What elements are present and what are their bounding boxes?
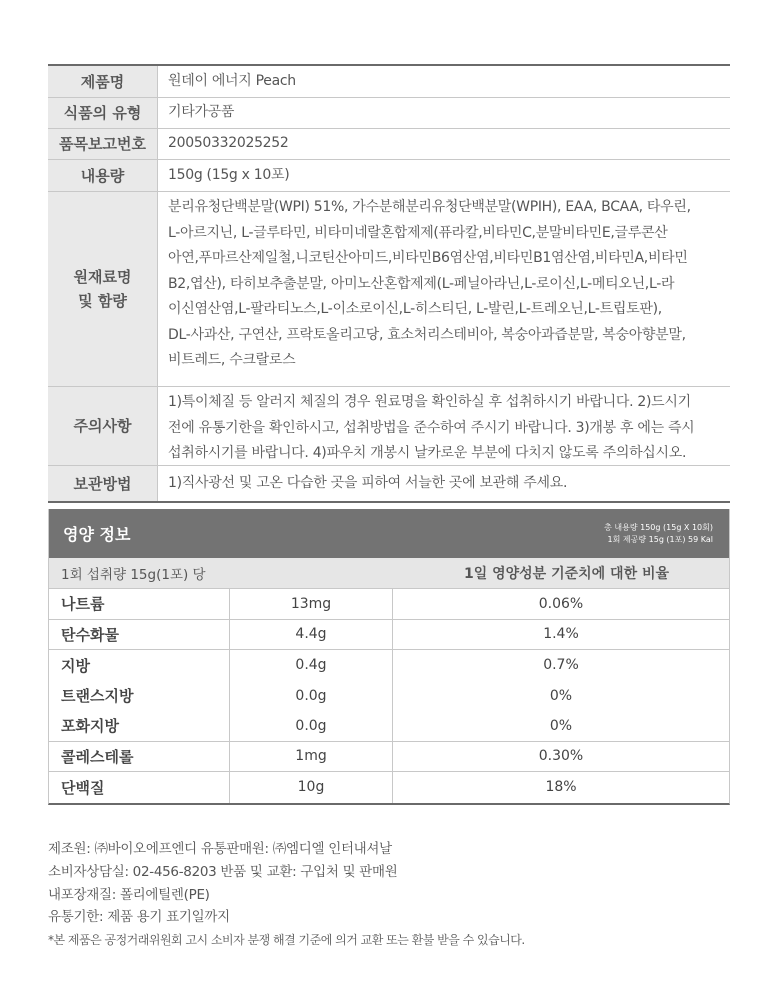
customer-service-text: 소비자상담실: 02-456-8203 반품 및 교환: 구입처 및 판매원 xyxy=(48,863,398,880)
ingredient-line: L-아르지닌, L-글루타민, 비타미네랄혼합제제(퓨라칼,비타민C,분말비타민E,글루콘산 xyxy=(168,224,668,241)
info-row-storage xyxy=(48,466,730,501)
nutrient-percent: 0% xyxy=(549,717,573,734)
info-value: 기타가공품 xyxy=(168,104,235,121)
info-label-line: 원재료명 xyxy=(73,268,132,286)
nutrient-amount: 0.4g xyxy=(230,650,393,681)
info-row-net-content xyxy=(48,160,730,192)
caution-line: 전에 유통기한을 확인하시고, 섭취방법을 준수하여 주시기 바랍니다. 3)개봉 후 에는 즉시 xyxy=(168,419,695,436)
nutrient-amount: 4.4g xyxy=(230,620,393,650)
info-value: 150g (15g x 10포) xyxy=(168,166,290,183)
info-value: 원데이 에너지 Peach xyxy=(168,72,296,89)
nutrient-name: 나트륨 xyxy=(49,589,230,619)
nutrient-row-sodium xyxy=(49,589,729,620)
serving-calories-text: 1회 제공량 15g (1포) 59 Kal xyxy=(607,534,713,544)
ingredient-line: 이신염산염,L-팔라티노스,L-이소로이신,L-히스티딘, L-발린,L-트레오닌,L-트립토판), xyxy=(168,301,662,317)
info-label: 품목보고번호 xyxy=(48,129,158,159)
packaging-material-text: 내포장재질: 폴리에틸렌(PE) xyxy=(48,886,210,903)
nutrition-header xyxy=(49,509,729,558)
info-label: 제품명 xyxy=(48,66,158,97)
serving-size-label: 1회 섭취량 15g(1포) 당 xyxy=(61,567,206,583)
nutrition-subheader xyxy=(49,558,729,589)
nutrient-amount: 0.0g xyxy=(230,681,393,712)
info-label: 식품의 유형 xyxy=(48,98,158,128)
nutrient-row-trans-fat xyxy=(49,681,729,712)
footer-info xyxy=(48,838,748,952)
expiration-text: 유통기한: 제품 용기 표기일까지 xyxy=(48,909,230,926)
info-label: 주의사항 xyxy=(48,387,158,465)
nutrient-row-fat xyxy=(49,650,729,681)
ingredient-line: 아연,푸마르산제일철,니코틴산아미드,비타민B6염산염,비타민B1염산염,비타민A,비타민 xyxy=(168,250,688,266)
nutrition-meta xyxy=(604,522,713,546)
ingredient-line: DL-사과산, 구연산, 프락토올리고당, 효소처리스테비아, 복숭아과즙분말, 복숭아향분말, xyxy=(168,326,686,343)
nutrient-amount: 1mg xyxy=(230,742,393,772)
caution-line: 섭취하시기를 바랍니다. 4)파우치 개봉시 날카로운 부분에 다치지 않도록 주의하십시오. xyxy=(168,445,687,461)
info-value: 1)직사광선 및 고온 다습한 곳을 피하여 서늘한 곳에 보관해 주세요. xyxy=(168,474,568,491)
nutrient-row-protein xyxy=(49,772,729,803)
nutrient-name: 포화지방 xyxy=(49,711,230,741)
product-info-table xyxy=(48,64,730,503)
nutrient-percent: 1.4% xyxy=(543,626,579,643)
nutrient-name: 탄수화물 xyxy=(49,620,230,650)
info-value xyxy=(158,192,730,386)
info-row-report-number xyxy=(48,129,730,160)
info-label-line: 및 함량 xyxy=(78,292,127,310)
nutrient-row-cholesterol xyxy=(49,742,729,773)
nutrient-amount: 10g xyxy=(230,772,393,803)
total-content-text: 총 내용량 150g (15g X 10회) xyxy=(604,522,713,532)
info-row-ingredients xyxy=(48,192,730,387)
nutrient-row-carbohydrate xyxy=(49,620,729,651)
info-value xyxy=(158,387,730,465)
nutrient-percent: 0.7% xyxy=(543,657,579,674)
nutrition-title: 영양 정보 xyxy=(63,525,131,544)
nutrient-percent: 0.06% xyxy=(538,595,584,612)
info-value: 20050332025252 xyxy=(168,135,289,152)
nutrient-name: 단백질 xyxy=(49,772,230,803)
daily-value-header: 1일 영양성분 기준치에 대한 비율 xyxy=(463,566,670,582)
nutrient-percent: 0% xyxy=(549,687,573,704)
nutrient-row-saturated-fat xyxy=(49,711,729,742)
nutrient-name: 지방 xyxy=(49,650,230,681)
ingredient-line: B2,엽산), 타히보추출분말, 아미노산혼합제제(L-페닐아라닌,L-로이신,L-메티오닌,L-라 xyxy=(168,275,675,292)
refund-note-text: *본 제품은 공정거래위원회 고시 소비자 분쟁 해결 기준에 의거 교환 또는 환불 받을 수 있습니다. xyxy=(48,933,525,948)
nutrient-name: 콜레스테롤 xyxy=(49,742,230,772)
nutrient-amount: 13mg xyxy=(230,589,393,619)
info-row-product-name xyxy=(48,66,730,98)
nutrient-amount: 0.0g xyxy=(230,711,393,741)
manufacturer-text: 제조원: ㈜바이오에프엔디 유통판매원: ㈜엠디엘 인터내셔날 xyxy=(48,841,392,857)
info-row-cautions xyxy=(48,387,730,466)
ingredient-line: 비트레드, 수크랄로스 xyxy=(168,352,296,368)
info-label: 내용량 xyxy=(48,160,158,191)
nutrient-percent: 0.30% xyxy=(538,748,584,765)
caution-line: 1)특이체질 등 알러지 체질의 경우 원료명을 확인하실 후 섭취하시기 바랍니다. 2)드시기 xyxy=(168,394,691,410)
nutrition-table xyxy=(48,509,730,805)
info-label xyxy=(48,192,158,386)
nutrient-name: 트랜스지방 xyxy=(49,681,230,712)
nutrient-percent: 18% xyxy=(545,779,577,796)
ingredient-line: 분리유청단백분말(WPI) 51%, 가수분해분리유청단백분말(WPIH), EAA, BCAA, 타우린, xyxy=(168,199,691,215)
info-label: 보관방법 xyxy=(48,466,158,501)
info-row-food-type xyxy=(48,98,730,129)
